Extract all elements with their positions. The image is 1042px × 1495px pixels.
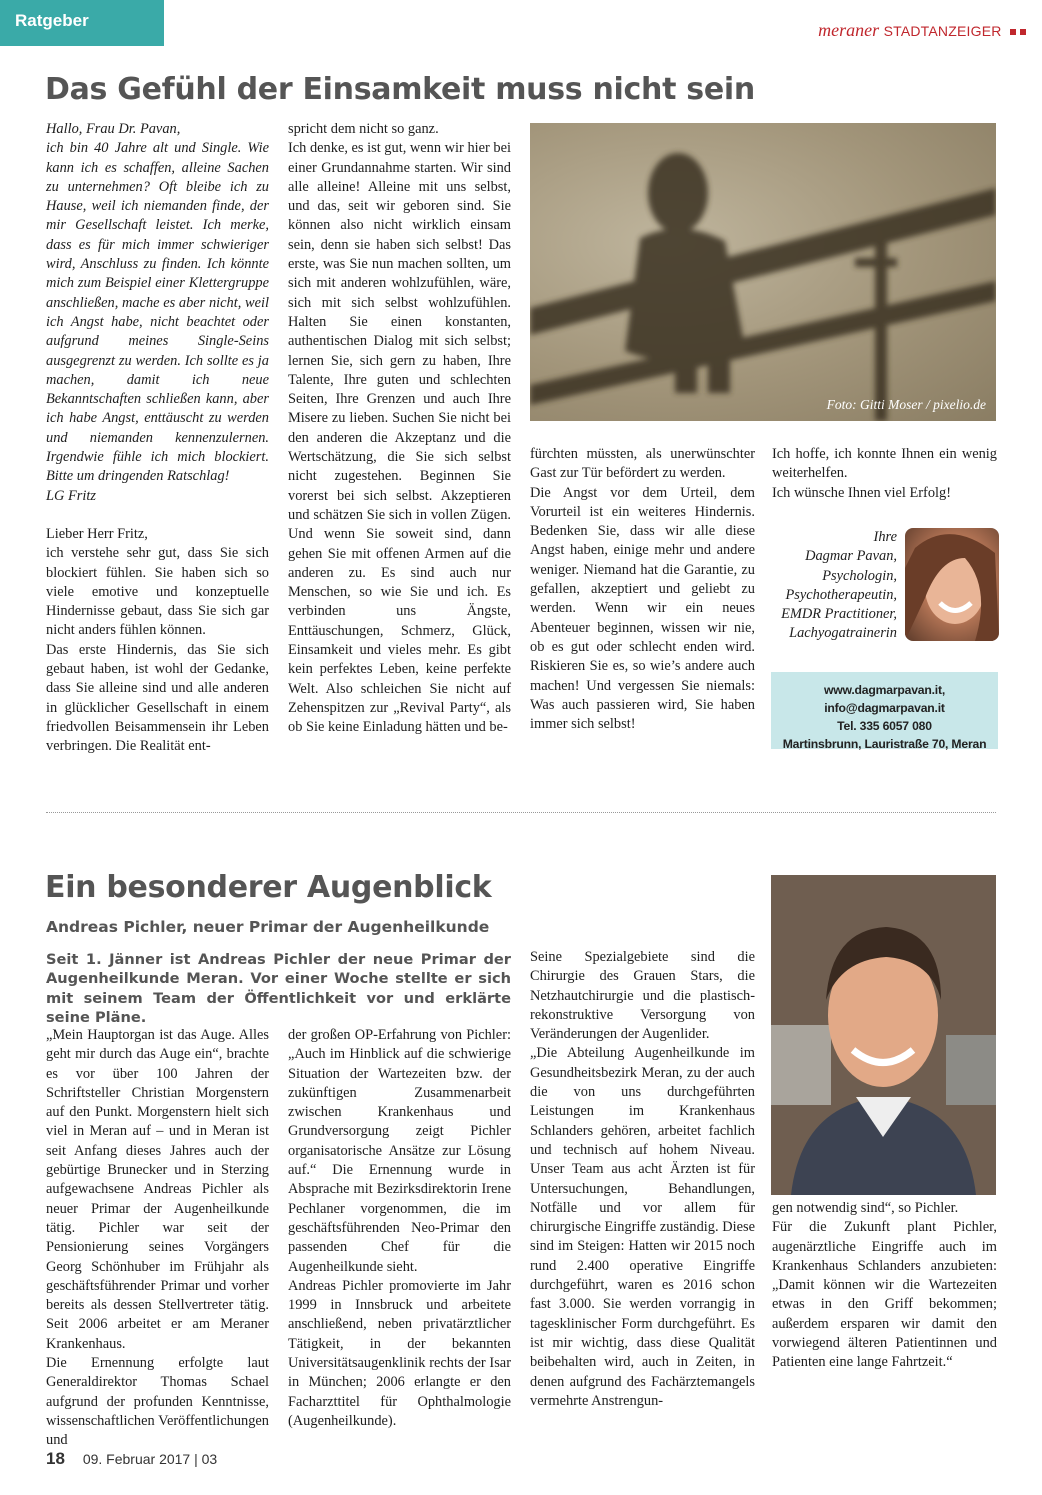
paragraph: der großen OP-Erfahrung von Pichler: „Auch im Hinblick auf die schwierige Situation der Wartezeiten bzw. der zukünftigen Zusammenarbeit zwischen Krankenhaus und Grundversorgung zeigt Pichler organisatorische Ansätze zur Lösung auf.“ Die Ernennung wurde in Absprache mit Bezirksdirektorin Irene Pechlaner vorgenommen, die im geschäftsführenden Neo-Primar den passenden Chef für die Augenheilkunde sieht. (288, 1027, 511, 1275)
author-portrait (905, 528, 999, 641)
contact-web-email[interactable]: www.dagmarpavan.it, info@dagmarpavan.it (823, 683, 946, 715)
signature-line: Psychologin, (822, 567, 897, 584)
masthead-square-icon (1020, 29, 1026, 35)
paragraph: LG Fritz (46, 487, 96, 504)
page-footer (46, 1449, 217, 1469)
shadow-photo (530, 123, 996, 421)
masthead-square-icon (1010, 29, 1016, 35)
signature-line: Dagmar Pavan, (805, 548, 897, 565)
signature-line: Lachyogatrainerin (789, 625, 897, 642)
article2-lead: Seit 1. Jänner ist Andreas Pichler der neue Primar der Augenheilkunde Meran. Vor einer Woche stellte er sich mit seinem Team der Öffentlichkeit vor und erklärte seine Pläne. (46, 951, 511, 1026)
paragraph: Ich wünsche Ihnen viel Erfolg! (772, 484, 952, 501)
section-label: Ratgeber (0, 0, 164, 46)
contact-phone: Tel. 335 6057 080 (837, 719, 932, 733)
paragraph: Hallo, Frau Dr. Pavan, (46, 121, 181, 137)
pichler-portrait-image (771, 875, 996, 1195)
article1-col3 (530, 445, 755, 734)
article2-subtitle: Andreas Pichler, neuer Primar der Augenheilkunde (46, 918, 490, 936)
paragraph: Die Ernennung erfolgte laut Generaldirektor Thomas Schael aufgrund der profunden Kenntnisse, wissenschaftlichen Veröffentlichungen und (46, 1355, 269, 1449)
paragraph: gen notwendig sind“, so Pichler. (772, 1200, 959, 1216)
article2-col4 (772, 1199, 997, 1373)
signature-line: Psychotherapeutin, (785, 586, 897, 603)
paragraph: spricht dem nicht so ganz. (288, 121, 439, 137)
article1-title: Das Gefühl der Einsamkeit muss nicht sein (45, 72, 755, 107)
article2-title: Ein besonderer Augenblick (45, 870, 492, 905)
shadow-image (530, 123, 996, 421)
signature-line: Ihre (873, 529, 897, 545)
paragraph: „Die Abteilung Augenheilkunde im Gesundheitsbezirk Meran, zu der auch die von uns durchgeführten Leistungen im Krankenhaus Schlanders gehören, arbeitet fachlich und technisch auf hohem Niveau. Unser Team aus acht Ärzten ist für Untersuchungen, Behandlungen, Notfälle und vor allem für chirurgische Eingriffe zuständig. Diese sind im Steigen: Hatten wir 2015 noch rund 2.400 operative Eingriffe durchgeführt, waren es 2016 schon fast 3.000. Sie werden vorrangig in tagesklinischer Form durchgeführt. Es ist mir wichtig, dass diese Qualität beibehalten wird, auch in Zeiten, in denen aufgrund des Fachärztemangels vermehrte Anstrengun- (530, 1045, 755, 1409)
paragraph: Ich denke, es ist gut, wenn wir hier bei einer Grundannahme starten. Wir sind alle alleine! Alleine mit uns selbst, und das, seit wir geboren sind. Sie können also nicht wirklich einsam sein, denn sie haben sich selbst! Das erste, was Sie nun machen sollten, um sich mit anderen wohlzufühlen, wäre, sich mit sich selbst wohlzufühlen. Halten Sie einen konstanten, authentischen Dialog mit sich selbst; lernen Sie, sich gern zu haben, Ihre Talente, Ihre guten und schlechten Seiten, Ihre Grenzen und auch Ihre Misere zu lieben. Suchen Sie nicht bei den anderen die Akzeptanz und die Wertschätzung, die Sie sich selbst nicht zugestehen. Beginnen Sie vorerst bei sich selbst. Akzeptieren und schätzen Sie sich in vollen Zügen. Und wenn Sie soweit sind, dann gehen Sie mit offenen Armen auf die anderen zu. Es sind auch nur Menschen, so wie Sie und ich. Es verbinden uns Ängste, Enttäuschungen, Schmerz, Glück, Einsamkeit und vieles mehr. Es gibt kein perfektes Leben, keine perfekte Welt. Also schleichen Sie nicht auf Zehenspitzen zur „Revival Party“, als ob Sie keine Einladung hätten und be- (288, 140, 511, 736)
author-face-image (905, 528, 999, 641)
issue-date: 09. Februar 2017 | 03 (82, 1451, 218, 1467)
paragraph: Die Angst vor dem Urteil, dem Vorurteil ist ein weiteres Hindernis. Bedenken Sie, dass wir alle diese Angst haben, einige mehr und andere weniger. Niemand hat die Garantie, zu gefallen, akzeptiert und geliebt zu werden. Wenn wir ein neues Abenteuer beginnen, wissen wir nie, ob es gut oder schlecht enden wird. Riskieren Sie es, so wie’s andere auch machen! Und vergessen Sie niemals: Was auch passieren wird, Sie haben immer sich selbst! (530, 484, 755, 733)
paragraph: Seine Spezialgebiete sind die Chirurgie des Grauen Stars, die Netzhautchirurgie und die plastisch-rekonstruktive Versorgung von Veränderungen der Augenlider. (530, 949, 755, 1043)
paragraph: Andreas Pichler promovierte im Jahr 1999 in Innsbruck und arbeitete anschließend, neben privatärztlicher Tätigkeit, in der bekannten Universitätsaugenklinik rechts der Isar in München; 2006 erlangte er den Facharzttitel für Ophthalmologie (Augenheilkunde). (288, 1277, 511, 1429)
paragraph: Für die Zukunft plant Pichler, augenärztliche Eingriffe auch im Krankenhaus Schlanders anzubieten: „Damit können wir die Wartezeiten etwas in den Griff bekommen; außerdem ersparen wir damit den vorwiegend älteren Patientinnen und Patienten eine lange Fahrtzeit.“ (772, 1219, 997, 1371)
article1-col4 (772, 445, 997, 503)
article2-col1 (46, 1026, 269, 1451)
article1-col1 (46, 120, 269, 757)
paragraph: ich bin 40 Jahre alt und Single. Wie kann ich es schaffen, alleine Sachen zu unternehmen? Oft bleibe ich zu Hause, weil ich niemanden finde, der mir Gesellschaft leistet. Ich merke, dass es für mich immer schwieriger wird, Anschluss zu finden. Ich könnte mich zum Beispiel einer Klettergruppe anschließen, mache es aber nicht, weil ich Angst habe, nicht beachtet oder aufgrund meines Single-Seins ausgegrenzt zu werden. Ich sollte es ja machen, damit ich neue Bekanntschaften schließen kann, aber ich habe Angst, enttäuscht zu werden und niemanden kennenzulernen. Irgendwie fühle ich mich blockiert. Bitte um dringenden Ratschlag! (46, 140, 269, 485)
section-divider (46, 812, 996, 813)
masthead (818, 20, 1026, 41)
paragraph: ich verstehe sehr gut, dass Sie sich blockiert fühlen. Sie haben sich so viele emotive und konzeptuelle Hindernisse gebaut, dass Sie sich gar nicht anders fühlen können. (46, 545, 269, 639)
masthead-name: STADTANZEIGER (883, 23, 1002, 39)
pichler-photo (771, 875, 996, 1195)
paragraph: Ich hoffe, ich konnte Ihnen ein wenig weiterhelfen. (772, 446, 997, 482)
author-signature (770, 528, 897, 644)
contact-box (771, 672, 998, 749)
masthead-logo: meraner (818, 20, 880, 40)
paragraph: Lieber Herr Fritz, (46, 525, 148, 542)
paragraph (46, 506, 269, 525)
article2-col2 (288, 1026, 511, 1431)
photo-caption: Foto: Gitti Moser / pixelio.de (826, 397, 986, 412)
contact-address: Martinsbrunn, Lauristraße 70, Meran (782, 737, 987, 751)
signature-line: EMDR Practitioner, (781, 606, 897, 623)
paragraph: fürchten müssten, als unerwünschter Gast zur Tür befördert zu werden. (530, 446, 755, 482)
page-number: 18 (46, 1449, 65, 1468)
paragraph: „Mein Hauptorgan ist das Auge. Alles geht mir durch das Auge ein“, brachte es vor über 100 Jahren der Schriftsteller Christian Morgenstern auf den Punkt. Morgenstern hielt sich viel in Meran auf – und in Meran ist seit Anfang dieses Jahres auch der gebürtige Brunecker und in Sterzing aufgewachsene Andreas Pichler als neuer Primar der Augenheilkunde tätig. Pichler war seit der Pensionierung seines Vorgängers Georg Schönhuber im Frühjahr als geschäftsführender Primar und vorher bereits als dessen Stellvertreter tätig. Seit 2006 arbeitet er am Meraner Krankenhaus. (46, 1027, 269, 1352)
article2-col3 (530, 948, 755, 1411)
article1-col2 (288, 120, 511, 738)
paragraph: Das erste Hindernis, das Sie sich gebaut haben, ist wohl der Gedanke, dass Sie alleine sind und alle anderen in glücklicher Gesellschaft in einem friedvollen Beisammensein ihr Leben verbringen. Die Realität ent- (46, 641, 269, 755)
